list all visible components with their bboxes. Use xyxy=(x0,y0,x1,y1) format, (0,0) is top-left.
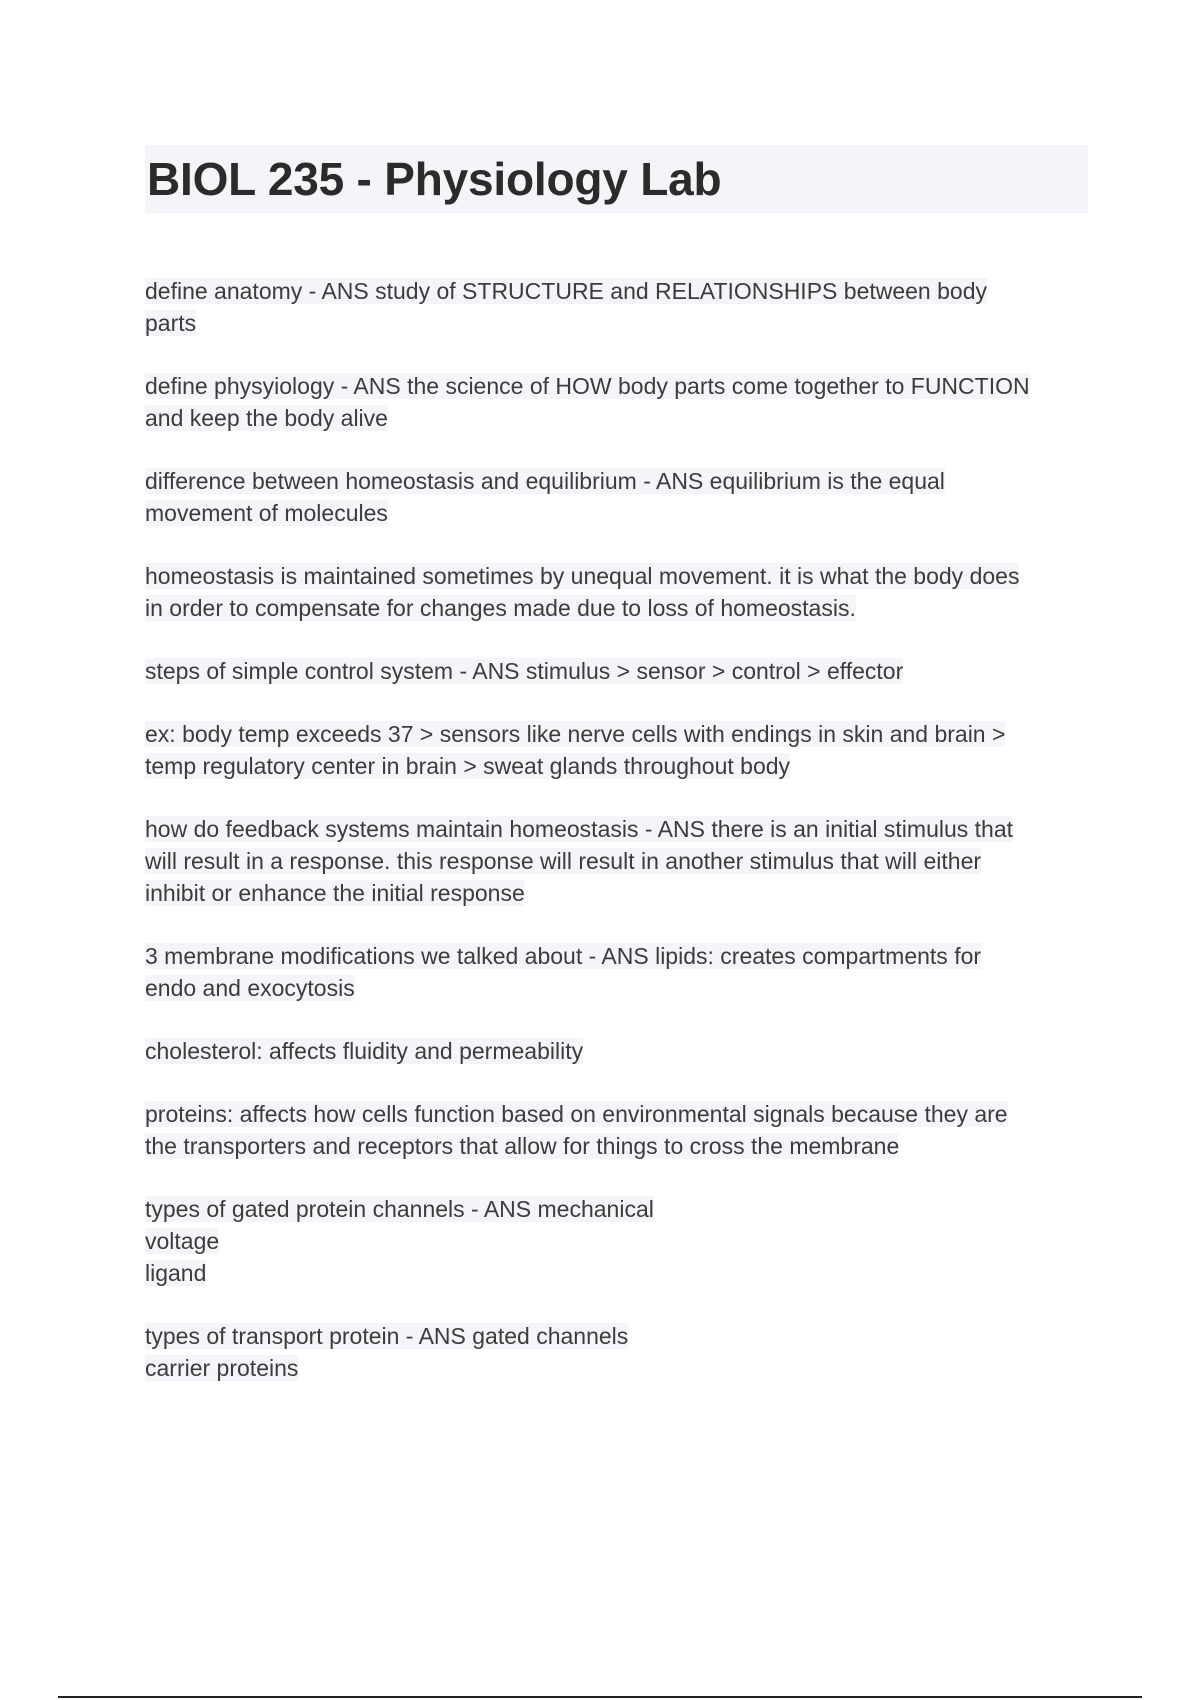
paragraph-line: ex: body temp exceeds 37 > sensors like nerve cells with endings in skin and brain > xyxy=(145,721,1006,747)
paragraph-line: the transporters and receptors that allow for things to cross the membrane xyxy=(145,1133,900,1159)
paragraph-line: steps of simple control system - ANS stimulus > sensor > control > effector xyxy=(145,658,904,684)
paragraph-line: 3 membrane modifications we talked about - ANS lipids: creates compartments for xyxy=(145,943,982,969)
title-bar xyxy=(145,145,1088,213)
page-title: BIOL 235 - Physiology Lab xyxy=(147,153,722,205)
paragraph-proteins xyxy=(145,1098,1095,1162)
paragraph-membrane-modifications xyxy=(145,940,1095,1004)
paragraph-line: parts xyxy=(145,310,197,336)
paragraph-line: endo and exocytosis xyxy=(145,975,355,1001)
paragraph-line: how do feedback systems maintain homeostasis - ANS there is an initial stimulus that xyxy=(145,816,1014,842)
paragraph-line: define physyiology - ANS the science of HOW body parts come together to FUNCTION xyxy=(145,373,1030,399)
paragraph-line: cholesterol: affects fluidity and permeability xyxy=(145,1038,584,1064)
paragraph-line: movement of molecules xyxy=(145,500,388,526)
footer-divider xyxy=(58,1696,1142,1698)
paragraph-define-physiology xyxy=(145,370,1095,434)
paragraph-line: carrier proteins xyxy=(145,1355,299,1381)
paragraph-homeostasis-vs-equilibrium xyxy=(145,465,1095,529)
paragraph-line: and keep the body alive xyxy=(145,405,388,431)
paragraph-line: will result in a response. this response will result in another stimulus that will either xyxy=(145,848,982,874)
paragraph-feedback-systems xyxy=(145,813,1095,909)
paragraph-line: difference between homeostasis and equilibrium - ANS equilibrium is the equal xyxy=(145,468,945,494)
paragraph-line: homeostasis is maintained sometimes by unequal movement. it is what the body does xyxy=(145,563,1020,589)
document-body xyxy=(145,275,1095,1415)
paragraph-line: types of gated protein channels - ANS mechanical xyxy=(145,1196,654,1222)
paragraph-transport-protein xyxy=(145,1320,1095,1384)
paragraph-homeostasis-maintained xyxy=(145,560,1095,624)
paragraph-line: proteins: affects how cells function based on environmental signals because they are xyxy=(145,1101,1008,1127)
paragraph-line: voltage xyxy=(145,1228,220,1254)
paragraph-body-temp-example xyxy=(145,718,1095,782)
paragraph-line: ligand xyxy=(145,1260,207,1286)
paragraph-line: define anatomy - ANS study of STRUCTURE and RELATIONSHIPS between body xyxy=(145,278,987,304)
paragraph-define-anatomy xyxy=(145,275,1095,339)
paragraph-control-system-steps xyxy=(145,655,1095,687)
paragraph-line: types of transport protein - ANS gated channels xyxy=(145,1323,629,1349)
paragraph-gated-channels xyxy=(145,1193,1095,1289)
paragraph-cholesterol xyxy=(145,1035,1095,1067)
paragraph-line: in order to compensate for changes made due to loss of homeostasis. xyxy=(145,595,856,621)
paragraph-line: inhibit or enhance the initial response xyxy=(145,880,525,906)
paragraph-line: temp regulatory center in brain > sweat glands throughout body xyxy=(145,753,791,779)
